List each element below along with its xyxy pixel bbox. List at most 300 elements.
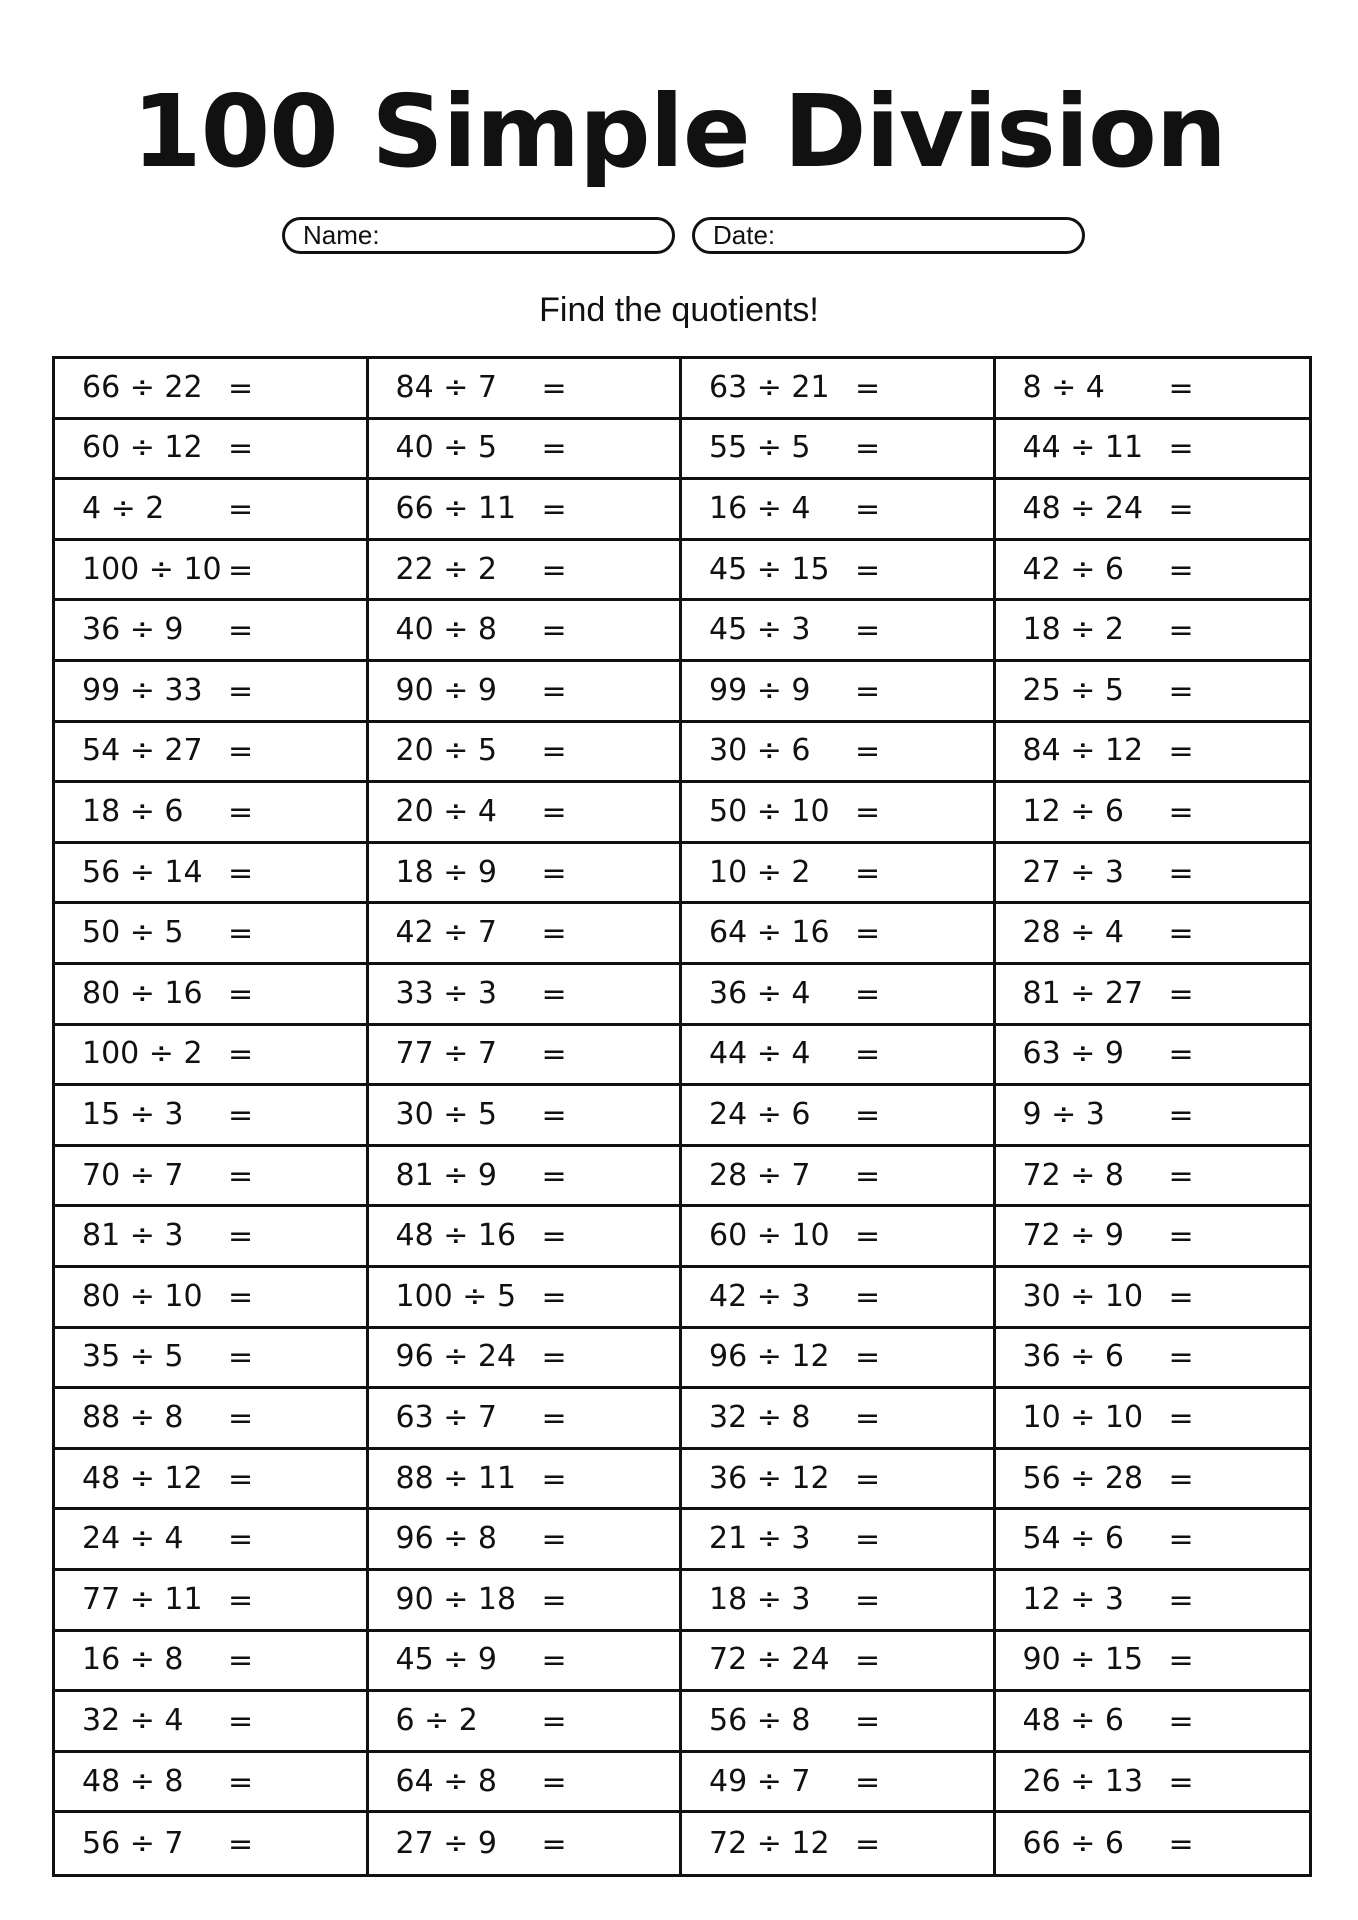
problem-expression: 12 ÷ 6: [1022, 793, 1124, 829]
problem-cell: [996, 904, 1310, 965]
equals-sign: =: [228, 1704, 254, 1740]
equals-sign: =: [1168, 613, 1194, 649]
problem-expression: 44 ÷ 4: [709, 1036, 811, 1072]
problem-expression: 54 ÷ 6: [1022, 1520, 1124, 1556]
problem-cell: [682, 1450, 996, 1511]
problem-expression: 60 ÷ 10: [709, 1217, 830, 1253]
problem-expression: 80 ÷ 16: [82, 975, 203, 1011]
equals-sign: =: [228, 431, 254, 467]
problem-expression: 32 ÷ 8: [709, 1399, 811, 1435]
equals-sign: =: [855, 1461, 881, 1497]
problem-expression: 64 ÷ 16: [709, 914, 830, 950]
equals-sign: =: [1168, 1764, 1194, 1800]
problem-expression: 24 ÷ 4: [82, 1520, 184, 1556]
equals-sign: =: [541, 916, 567, 952]
equals-sign: =: [228, 1461, 254, 1497]
problem-cell: [369, 1389, 683, 1450]
problem-expression: 48 ÷ 24: [1022, 490, 1144, 526]
problem-expression: 100 ÷ 5: [395, 1278, 517, 1314]
problem-cell: [682, 359, 996, 420]
problem-expression: 18 ÷ 6: [82, 793, 184, 829]
equals-sign: =: [228, 1764, 254, 1800]
equals-sign: =: [228, 370, 254, 406]
problem-cell: [996, 1147, 1310, 1208]
problem-cell: [996, 1389, 1310, 1450]
problem-cell: [996, 783, 1310, 844]
problem-cell: [682, 965, 996, 1026]
problem-cell: [369, 965, 683, 1026]
problem-cell: [369, 1632, 683, 1693]
problem-expression: 100 ÷ 2: [82, 1036, 203, 1072]
problem-cell: [369, 1329, 683, 1390]
problem-expression: 16 ÷ 4: [709, 490, 811, 526]
equals-sign: =: [228, 1522, 254, 1558]
problem-expression: 26 ÷ 13: [1022, 1763, 1144, 1799]
equals-sign: =: [1168, 1279, 1194, 1315]
problem-expression: 30 ÷ 6: [709, 733, 811, 769]
equals-sign: =: [541, 1098, 567, 1134]
problem-cell: [369, 541, 683, 602]
problem-cell: [55, 1813, 369, 1874]
equals-sign: =: [855, 1219, 881, 1255]
equals-sign: =: [855, 916, 881, 952]
problem-cell: [55, 359, 369, 420]
problem-cell: [369, 480, 683, 541]
problem-cell: [369, 1753, 683, 1814]
problem-expression: 21 ÷ 3: [709, 1520, 811, 1556]
equals-sign: =: [855, 1037, 881, 1073]
problem-expression: 77 ÷ 11: [82, 1581, 203, 1617]
problem-expression: 18 ÷ 3: [709, 1581, 811, 1617]
equals-sign: =: [855, 1401, 881, 1437]
problem-cell: [996, 1086, 1310, 1147]
problem-cell: [55, 1086, 369, 1147]
problem-cell: [996, 541, 1310, 602]
equals-sign: =: [541, 673, 567, 709]
problem-cell: [55, 1510, 369, 1571]
problem-cell: [369, 420, 683, 481]
problem-cell: [996, 1329, 1310, 1390]
equals-sign: =: [855, 1522, 881, 1558]
problem-expression: 15 ÷ 3: [82, 1096, 184, 1132]
equals-sign: =: [541, 976, 567, 1012]
problem-cell: [996, 965, 1310, 1026]
problem-expression: 10 ÷ 2: [709, 854, 811, 890]
problem-expression: 30 ÷ 10: [1022, 1278, 1144, 1314]
problem-cell: [682, 601, 996, 662]
problem-expression: 20 ÷ 5: [395, 733, 497, 769]
problem-cell: [996, 1510, 1310, 1571]
equals-sign: =: [541, 431, 567, 467]
equals-sign: =: [1168, 1158, 1194, 1194]
problem-expression: 60 ÷ 12: [82, 430, 203, 466]
problem-expression: 33 ÷ 3: [395, 975, 497, 1011]
problem-expression: 63 ÷ 7: [395, 1399, 497, 1435]
problem-cell: [369, 723, 683, 784]
page-title: 100 Simple Division: [132, 73, 1226, 190]
problem-cell: [682, 541, 996, 602]
problem-expression: 6 ÷ 2: [395, 1702, 478, 1738]
equals-sign: =: [541, 1704, 567, 1740]
equals-sign: =: [1168, 1582, 1194, 1618]
equals-sign: =: [855, 673, 881, 709]
problem-expression: 80 ÷ 10: [82, 1278, 203, 1314]
problem-cell: [682, 480, 996, 541]
problem-cell: [682, 1692, 996, 1753]
equals-sign: =: [541, 1279, 567, 1315]
problem-expression: 36 ÷ 6: [1022, 1339, 1124, 1375]
problem-cell: [55, 723, 369, 784]
equals-sign: =: [855, 855, 881, 891]
problem-cell: [55, 662, 369, 723]
problem-expression: 84 ÷ 12: [1022, 733, 1144, 769]
problem-expression: 36 ÷ 12: [709, 1460, 830, 1496]
equals-sign: =: [541, 1340, 567, 1376]
problem-cell: [996, 1450, 1310, 1511]
problem-expression: 45 ÷ 9: [395, 1642, 497, 1678]
problem-cell: [369, 1813, 683, 1874]
problem-expression: 36 ÷ 9: [82, 611, 184, 647]
problem-cell: [682, 1268, 996, 1329]
problem-expression: 90 ÷ 15: [1022, 1642, 1144, 1678]
problem-cell: [682, 723, 996, 784]
equals-sign: =: [228, 795, 254, 831]
equals-sign: =: [855, 734, 881, 770]
equals-sign: =: [541, 1461, 567, 1497]
equals-sign: =: [541, 1219, 567, 1255]
problem-expression: 27 ÷ 3: [1022, 854, 1124, 890]
equals-sign: =: [855, 1826, 881, 1862]
equals-sign: =: [855, 1704, 881, 1740]
problem-cell: [369, 1147, 683, 1208]
problem-expression: 96 ÷ 24: [395, 1339, 517, 1375]
problem-expression: 72 ÷ 12: [709, 1825, 830, 1861]
problem-expression: 36 ÷ 4: [709, 975, 811, 1011]
equals-sign: =: [541, 734, 567, 770]
equals-sign: =: [1168, 734, 1194, 770]
problem-expression: 28 ÷ 4: [1022, 914, 1124, 950]
problem-expression: 81 ÷ 9: [395, 1157, 497, 1193]
problem-cell: [682, 662, 996, 723]
problem-expression: 30 ÷ 5: [395, 1096, 497, 1132]
equals-sign: =: [1168, 370, 1194, 406]
problem-expression: 66 ÷ 11: [395, 490, 517, 526]
problem-cell: [682, 1510, 996, 1571]
problem-cell: [369, 662, 683, 723]
problem-expression: 50 ÷ 10: [709, 793, 830, 829]
equals-sign: =: [1168, 1219, 1194, 1255]
problem-cell: [369, 1268, 683, 1329]
problem-cell: [55, 904, 369, 965]
equals-sign: =: [855, 552, 881, 588]
problem-expression: 4 ÷ 2: [82, 490, 165, 526]
equals-sign: =: [1168, 1340, 1194, 1376]
problem-cell: [369, 601, 683, 662]
equals-sign: =: [1168, 916, 1194, 952]
problem-expression: 66 ÷ 22: [82, 369, 203, 405]
problem-expression: 72 ÷ 9: [1022, 1217, 1124, 1253]
equals-sign: =: [855, 431, 881, 467]
problem-expression: 48 ÷ 12: [82, 1460, 203, 1496]
problem-expression: 16 ÷ 8: [82, 1642, 184, 1678]
problem-expression: 81 ÷ 27: [1022, 975, 1144, 1011]
problem-cell: [369, 1450, 683, 1511]
problem-cell: [682, 1086, 996, 1147]
problem-expression: 48 ÷ 16: [395, 1217, 517, 1253]
problem-expression: 10 ÷ 10: [1022, 1399, 1144, 1435]
problem-cell: [55, 420, 369, 481]
problem-cell: [996, 1813, 1310, 1874]
equals-sign: =: [1168, 492, 1194, 528]
problem-cell: [369, 783, 683, 844]
problem-cell: [682, 904, 996, 965]
problem-expression: 42 ÷ 6: [1022, 551, 1124, 587]
problem-expression: 81 ÷ 3: [82, 1217, 184, 1253]
equals-sign: =: [228, 1279, 254, 1315]
equals-sign: =: [855, 1643, 881, 1679]
problem-expression: 28 ÷ 7: [709, 1157, 811, 1193]
problem-expression: 90 ÷ 9: [395, 672, 497, 708]
problem-cell: [682, 844, 996, 905]
problem-expression: 54 ÷ 27: [82, 733, 203, 769]
equals-sign: =: [855, 795, 881, 831]
equals-sign: =: [228, 1582, 254, 1618]
equals-sign: =: [855, 613, 881, 649]
equals-sign: =: [541, 1582, 567, 1618]
problem-cell: [55, 541, 369, 602]
problem-expression: 12 ÷ 3: [1022, 1581, 1124, 1617]
equals-sign: =: [855, 1764, 881, 1800]
problem-cell: [369, 904, 683, 965]
problem-expression: 88 ÷ 8: [82, 1399, 184, 1435]
problem-expression: 25 ÷ 5: [1022, 672, 1124, 708]
equals-sign: =: [1168, 1098, 1194, 1134]
date-label: Date:: [713, 220, 776, 250]
problem-expression: 70 ÷ 7: [82, 1157, 184, 1193]
equals-sign: =: [1168, 431, 1194, 467]
equals-sign: =: [541, 552, 567, 588]
problem-cell: [682, 420, 996, 481]
problem-expression: 50 ÷ 5: [82, 914, 184, 950]
problem-expression: 100 ÷ 10: [82, 551, 222, 587]
problem-cell: [996, 601, 1310, 662]
problem-expression: 63 ÷ 21: [709, 369, 830, 405]
problem-cell: [55, 1329, 369, 1390]
equals-sign: =: [228, 552, 254, 588]
problem-cell: [682, 1813, 996, 1874]
equals-sign: =: [228, 916, 254, 952]
date-field[interactable]: [692, 217, 1085, 254]
problem-expression: 56 ÷ 28: [1022, 1460, 1144, 1496]
equals-sign: =: [228, 976, 254, 1012]
instructions: Find the quotients!: [539, 291, 819, 329]
problem-expression: 8 ÷ 4: [1022, 369, 1105, 405]
problem-expression: 49 ÷ 7: [709, 1763, 811, 1799]
problem-cell: [55, 1147, 369, 1208]
problem-cell: [55, 1207, 369, 1268]
problem-cell: [996, 1632, 1310, 1693]
problem-expression: 42 ÷ 3: [709, 1278, 811, 1314]
equals-sign: =: [1168, 1461, 1194, 1497]
problem-expression: 20 ÷ 4: [395, 793, 497, 829]
problem-cell: [55, 965, 369, 1026]
equals-sign: =: [1168, 855, 1194, 891]
problem-cell: [682, 1207, 996, 1268]
problem-cell: [682, 1389, 996, 1450]
problem-expression: 72 ÷ 24: [709, 1642, 830, 1678]
problem-expression: 66 ÷ 6: [1022, 1825, 1124, 1861]
name-field[interactable]: [282, 217, 675, 254]
problem-cell: [996, 359, 1310, 420]
problem-cell: [996, 1026, 1310, 1087]
problem-expression: 88 ÷ 11: [395, 1460, 517, 1496]
equals-sign: =: [855, 492, 881, 528]
equals-sign: =: [541, 613, 567, 649]
equals-sign: =: [541, 492, 567, 528]
problem-cell: [369, 1571, 683, 1632]
problem-cell: [996, 723, 1310, 784]
problem-expression: 22 ÷ 2: [395, 551, 497, 587]
equals-sign: =: [855, 1279, 881, 1315]
equals-sign: =: [1168, 552, 1194, 588]
problem-cell: [369, 844, 683, 905]
equals-sign: =: [541, 1522, 567, 1558]
problem-cell: [996, 1268, 1310, 1329]
problem-cell: [55, 601, 369, 662]
equals-sign: =: [228, 1037, 254, 1073]
equals-sign: =: [541, 1826, 567, 1862]
problem-cell: [996, 420, 1310, 481]
equals-sign: =: [855, 370, 881, 406]
equals-sign: =: [228, 1401, 254, 1437]
problem-expression: 99 ÷ 9: [709, 672, 811, 708]
problem-cell: [369, 1692, 683, 1753]
problem-expression: 44 ÷ 11: [1022, 430, 1144, 466]
problem-expression: 42 ÷ 7: [395, 914, 497, 950]
equals-sign: =: [541, 1643, 567, 1679]
problem-cell: [996, 1692, 1310, 1753]
problem-cell: [369, 1026, 683, 1087]
equals-sign: =: [228, 1643, 254, 1679]
equals-sign: =: [541, 795, 567, 831]
equals-sign: =: [855, 976, 881, 1012]
problem-cell: [55, 1632, 369, 1693]
problem-cell: [55, 844, 369, 905]
problem-cell: [996, 480, 1310, 541]
problem-cell: [682, 1329, 996, 1390]
equals-sign: =: [228, 1826, 254, 1862]
equals-sign: =: [541, 370, 567, 406]
equals-sign: =: [228, 1219, 254, 1255]
problem-expression: 48 ÷ 6: [1022, 1702, 1124, 1738]
problem-expression: 48 ÷ 8: [82, 1763, 184, 1799]
problem-expression: 32 ÷ 4: [82, 1702, 184, 1738]
problem-expression: 35 ÷ 5: [82, 1339, 184, 1375]
problem-cell: [369, 359, 683, 420]
equals-sign: =: [1168, 673, 1194, 709]
equals-sign: =: [541, 1158, 567, 1194]
problem-cell: [55, 1026, 369, 1087]
problem-cell: [55, 1268, 369, 1329]
equals-sign: =: [855, 1098, 881, 1134]
equals-sign: =: [855, 1340, 881, 1376]
problem-expression: 90 ÷ 18: [395, 1581, 517, 1617]
equals-sign: =: [855, 1158, 881, 1194]
equals-sign: =: [228, 734, 254, 770]
problem-cell: [996, 662, 1310, 723]
equals-sign: =: [855, 1582, 881, 1618]
problem-expression: 96 ÷ 8: [395, 1520, 497, 1556]
equals-sign: =: [228, 855, 254, 891]
problem-cell: [682, 1571, 996, 1632]
equals-sign: =: [1168, 795, 1194, 831]
equals-sign: =: [228, 1340, 254, 1376]
equals-sign: =: [228, 1098, 254, 1134]
equals-sign: =: [541, 1037, 567, 1073]
problem-cell: [369, 1207, 683, 1268]
problem-cell: [996, 1571, 1310, 1632]
problem-expression: 9 ÷ 3: [1022, 1096, 1105, 1132]
problem-expression: 56 ÷ 14: [82, 854, 203, 890]
problem-cell: [55, 480, 369, 541]
problem-expression: 96 ÷ 12: [709, 1339, 830, 1375]
problem-cell: [369, 1510, 683, 1571]
problem-expression: 56 ÷ 7: [82, 1825, 184, 1861]
problem-expression: 64 ÷ 8: [395, 1763, 497, 1799]
problem-cell: [55, 1571, 369, 1632]
problem-expression: 40 ÷ 8: [395, 611, 497, 647]
problem-expression: 27 ÷ 9: [395, 1825, 497, 1861]
problem-cell: [55, 1692, 369, 1753]
problem-cell: [682, 1632, 996, 1693]
problem-expression: 63 ÷ 9: [1022, 1036, 1124, 1072]
problem-cell: [996, 844, 1310, 905]
equals-sign: =: [228, 1158, 254, 1194]
problem-expression: 18 ÷ 2: [1022, 611, 1124, 647]
equals-sign: =: [541, 855, 567, 891]
equals-sign: =: [541, 1401, 567, 1437]
equals-sign: =: [228, 492, 254, 528]
problem-cell: [369, 1086, 683, 1147]
equals-sign: =: [1168, 1522, 1194, 1558]
problem-cell: [682, 783, 996, 844]
problem-expression: 55 ÷ 5: [709, 430, 811, 466]
problem-expression: 24 ÷ 6: [709, 1096, 811, 1132]
equals-sign: =: [228, 613, 254, 649]
problem-expression: 40 ÷ 5: [395, 430, 497, 466]
equals-sign: =: [1168, 1826, 1194, 1862]
problem-expression: 45 ÷ 3: [709, 611, 811, 647]
problem-expression: 56 ÷ 8: [709, 1702, 811, 1738]
problem-expression: 84 ÷ 7: [395, 369, 497, 405]
problem-cell: [55, 783, 369, 844]
problem-cell: [55, 1753, 369, 1814]
problem-cell: [682, 1026, 996, 1087]
equals-sign: =: [1168, 1401, 1194, 1437]
equals-sign: =: [1168, 1704, 1194, 1740]
problem-expression: 72 ÷ 8: [1022, 1157, 1124, 1193]
problem-grid: [52, 356, 1312, 1877]
equals-sign: =: [1168, 976, 1194, 1012]
problem-expression: 45 ÷ 15: [709, 551, 830, 587]
equals-sign: =: [1168, 1643, 1194, 1679]
problem-cell: [996, 1207, 1310, 1268]
problem-cell: [55, 1389, 369, 1450]
equals-sign: =: [541, 1764, 567, 1800]
problem-expression: 99 ÷ 33: [82, 672, 203, 708]
problem-cell: [682, 1147, 996, 1208]
problem-cell: [996, 1753, 1310, 1814]
